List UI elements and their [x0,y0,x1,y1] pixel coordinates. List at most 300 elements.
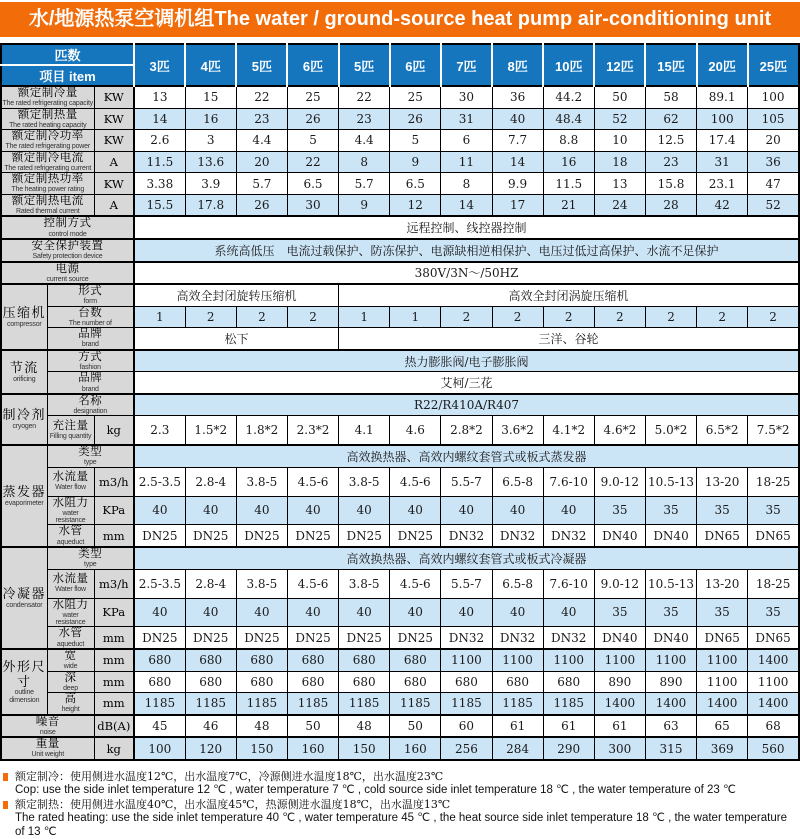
value-cell: 7.6-10 [543,467,594,496]
table-row [1,216,799,239]
value-cell: 18-25 [748,569,799,598]
value-cell: 680 [390,671,441,693]
value-cell: 3.8-5 [339,569,390,598]
row-label [47,649,94,671]
value-cell: 艾柯/三花 [134,372,799,394]
value-cell: 12.5 [645,130,696,152]
value-cell: 36 [748,151,799,173]
value-cell: 63 [645,715,696,738]
value-cell: 48 [236,715,287,738]
value-cell: 4.4 [236,130,287,152]
value-cell: DN65 [748,525,799,547]
row-label [47,394,134,416]
value-cell: 40 [339,496,390,525]
value-cell: 65 [697,715,748,738]
value-cell: 7.5*2 [748,416,799,445]
row-label [1,130,94,152]
row-label-en: fashion [79,363,101,371]
column-header: 6匹 [390,44,441,86]
value-cell: 15 [185,86,236,108]
value-cell: 40 [134,496,185,525]
value-cell: 45 [134,715,185,738]
row-label-en: The rated refrigerating current [4,164,92,172]
value-cell: 6 [441,130,492,152]
value-cell: 680 [236,671,287,693]
value-cell: 890 [645,671,696,693]
value-cell: DN25 [390,525,441,547]
table-row [1,715,799,738]
row-label-zh: 节流 [9,359,39,375]
value-cell: 52 [594,108,645,130]
row-label [47,445,134,467]
value-cell: 三洋、谷轮 [339,328,799,350]
value-cell: 5.0*2 [645,416,696,445]
spec-sheet [0,2,800,838]
value-cell: 1100 [543,649,594,671]
value-cell: 14 [492,151,543,173]
row-label [47,627,94,649]
value-cell: 23.1 [697,173,748,195]
value-cell: 3.38 [134,173,185,195]
value-cell: 23 [339,108,390,130]
column-header: 20匹 [697,44,748,86]
value-cell: 40 [185,598,236,627]
value-cell: 1185 [339,693,390,715]
table-row [1,372,799,394]
value-cell: 61 [543,715,594,738]
value-cell: 3.9 [185,173,236,195]
unit-cell: mm [94,627,134,649]
value-cell: 61 [492,715,543,738]
value-cell: 35 [645,496,696,525]
value-cell: 40 [339,598,390,627]
value-cell: 1185 [492,693,543,715]
row-label-zh: 电源 [55,262,80,275]
value-cell: 1100 [697,671,748,693]
row-label-en: Water flow [55,484,86,492]
value-cell: 40 [185,496,236,525]
value-cell: 13-20 [697,467,748,496]
column-header: 10匹 [543,44,594,86]
value-cell: 20 [748,130,799,152]
table-row [1,350,799,372]
column-header: 15匹 [645,44,696,86]
row-group-label [1,445,47,547]
value-cell: 40 [390,496,441,525]
row-label-zh: 额定制热功率 [11,173,84,186]
value-cell: 9.0-12 [594,569,645,598]
value-cell: 89.1 [697,86,748,108]
value-cell: 25 [287,86,338,108]
value-cell: 1100 [594,649,645,671]
note-line-heating-en: The rated heating: use the side inlet temperature 40 ℃ , water temperature 45 ℃ , the heat source side inlet temperature 18 ℃ , the water temperature of 13 ℃ [15,811,787,838]
value-cell: 150 [236,737,287,760]
row-label-en: water resistance [55,509,86,525]
value-cell: 26 [236,194,287,216]
table-row [1,306,799,328]
value-cell: 35 [697,598,748,627]
value-cell: 4.5-6 [390,467,441,496]
value-cell: 1.5*2 [185,416,236,445]
value-cell: 160 [287,737,338,760]
unit-cell: dB(A) [94,715,134,738]
value-cell: 11.5 [543,173,594,195]
row-label [1,86,94,108]
value-cell: 160 [390,737,441,760]
value-cell: 2 [287,306,338,328]
row-label [1,239,134,262]
value-cell: 1400 [697,693,748,715]
value-cell: 4.6*2 [594,416,645,445]
value-cell: 高效换热器、高效内螺纹套管式或板式蒸发器 [134,445,799,467]
note-line-cooling-zh [3,771,798,783]
value-cell: DN65 [697,525,748,547]
value-cell: 18 [594,151,645,173]
value-cell: 26 [390,108,441,130]
column-header: 5匹 [236,44,287,86]
row-label-en: cryogen [12,423,36,431]
row-label-en: Water flow [55,586,86,594]
value-cell: 50 [594,86,645,108]
unit-cell: KW [94,108,134,130]
row-label-zh: 深 [64,671,77,684]
item-label: 项目 item [1,65,134,86]
row-label-zh: 类型 [78,547,103,560]
value-cell: 2.5-3.5 [134,467,185,496]
value-cell: 5.7 [339,173,390,195]
row-label-zh: 控制方式 [43,217,92,230]
value-cell: 5.5-7 [441,569,492,598]
value-cell: 15.8 [645,173,696,195]
unit-cell: mm [94,671,134,693]
value-cell: 68 [748,715,799,738]
note-line-cooling-en: Cop: use the side inlet temperature 12 ℃ , water temperature 7 ℃ , cold source side inlet temperature 18 ℃ , the water temperature of 23 ℃ [15,783,736,796]
row-label-zh: 制冷剂 [2,407,46,423]
row-label-en: brand [81,385,99,393]
value-cell: 52 [748,194,799,216]
value-cell: 150 [339,737,390,760]
value-cell: 40 [134,598,185,627]
row-label-en: condensator [6,601,43,609]
value-cell: 30 [287,194,338,216]
value-cell: 48.4 [543,108,594,130]
table-row [1,649,799,671]
value-cell: 40 [236,598,287,627]
unit-cell: mm [94,693,134,715]
value-cell: 680 [339,671,390,693]
value-cell: 4.6 [390,416,441,445]
value-cell: 40 [287,598,338,627]
value-cell: 11.5 [134,151,185,173]
table-row [1,108,799,130]
value-cell: 9 [339,194,390,216]
value-cell: 1400 [748,693,799,715]
value-cell: 40 [543,598,594,627]
row-label-zh: 额定制热电流 [11,194,84,207]
value-cell: 13 [594,173,645,195]
table-row [1,547,799,569]
spec-table-body [1,44,799,760]
value-cell: 1185 [134,693,185,715]
header-row-1 [1,44,799,65]
row-label-zh: 额定制热量 [17,108,78,121]
value-cell: 120 [185,737,236,760]
value-cell: 680 [185,671,236,693]
unit-cell: m3/h [94,467,134,496]
table-row [1,130,799,152]
value-cell: 40 [236,496,287,525]
column-header: 3匹 [134,44,185,86]
value-cell: 3.6*2 [492,416,543,445]
value-cell: DN40 [594,627,645,649]
value-cell: 680 [390,649,441,671]
value-cell: 15.5 [134,194,185,216]
value-cell: 40 [441,598,492,627]
value-cell: 60 [441,715,492,738]
value-cell: 22 [339,86,390,108]
row-label-zh: 重量 [35,738,60,751]
value-cell: 17.8 [185,194,236,216]
value-cell: 42 [697,194,748,216]
value-cell: DN25 [287,627,338,649]
value-cell: 680 [441,671,492,693]
value-cell: DN40 [594,525,645,547]
value-cell: 16 [543,151,594,173]
value-cell: 680 [134,671,185,693]
value-cell: 40 [492,108,543,130]
row-label [47,350,134,372]
row-label-zh: 品牌 [78,372,103,385]
value-cell: 1185 [236,693,287,715]
row-label-zh: 台数 [78,306,103,319]
row-label-en: height [61,706,80,714]
row-label-en: designation [73,408,108,416]
row-label [1,108,94,130]
row-label [47,569,94,598]
row-label-zh: 水流量 [52,471,89,484]
row-label [1,262,134,285]
value-cell: 13.6 [185,151,236,173]
value-cell: 35 [697,496,748,525]
value-cell: DN25 [134,525,185,547]
value-cell: 9.9 [492,173,543,195]
value-cell: 1185 [441,693,492,715]
value-cell: DN25 [339,627,390,649]
value-cell: 890 [594,671,645,693]
row-label [47,416,94,445]
value-cell: 4.4 [339,130,390,152]
value-cell: 25 [390,86,441,108]
value-cell: 4.5-6 [390,569,441,598]
note-line-heating-zh [3,799,798,811]
value-cell: 14 [441,194,492,216]
row-label [47,547,134,569]
table-row [1,496,799,525]
value-cell: 2.3 [134,416,185,445]
column-header: 6匹 [287,44,338,86]
value-cell: 18-25 [748,467,799,496]
value-cell: 系统高低压 电流过载保护、防冻保护、电源缺相逆相保护、电压过低过高保护、水流不足保护 [134,239,799,262]
row-label-zh: 类型 [78,445,103,458]
value-cell: 1100 [441,649,492,671]
row-label-zh: 额定制冷功率 [11,130,84,143]
value-cell: DN25 [287,525,338,547]
value-cell: 680 [287,671,338,693]
value-cell: 680 [339,649,390,671]
row-label-en: Rated thermal current [16,208,80,216]
value-cell: 100 [134,737,185,760]
value-cell: 2.5-3.5 [134,569,185,598]
value-cell: R22/R410A/R407 [134,394,799,416]
note-text: 额定制热：使用侧进水温度40℃，出水温度45℃，热源侧进水温度18℃，出水温度13℃ [15,797,451,811]
column-header: 7匹 [441,44,492,86]
value-cell: 3.8-5 [236,467,287,496]
note-text: 额定制冷：使用侧进水温度12℃，出水温度7℃，冷源侧进水温度18℃，出水温度23℃ [15,769,444,783]
value-cell: DN40 [645,627,696,649]
value-cell: 1185 [185,693,236,715]
row-label-en: Safety protection device [32,253,103,261]
row-label [47,328,134,350]
value-cell: 315 [645,737,696,760]
value-cell: 6.5 [390,173,441,195]
value-cell: 5.7 [236,173,287,195]
table-row [1,86,799,108]
value-cell: 高效全封闭涡旋压缩机 [339,284,799,306]
table-row [1,239,799,262]
value-cell: 5 [287,130,338,152]
value-cell: DN25 [236,627,287,649]
hp-count-label: 匹数 [1,44,134,65]
value-cell: 16 [185,108,236,130]
value-cell: 4.1 [339,416,390,445]
row-label [47,467,94,496]
value-cell: 369 [697,737,748,760]
value-cell: 28 [645,194,696,216]
row-group-label [1,394,47,445]
value-cell: 40 [287,496,338,525]
unit-cell: KW [94,86,134,108]
row-label-en: Unit weight [31,751,64,759]
page-title: 水/地源热泵空调机组The water / ground-source heat pump air-conditioning unit [0,2,800,37]
value-cell: 2 [185,306,236,328]
value-cell: 40 [492,496,543,525]
value-cell: 10.5-13 [645,569,696,598]
value-cell: 680 [543,671,594,693]
value-cell: DN32 [441,627,492,649]
row-label-zh: 水流量 [52,573,89,586]
value-cell: 7.7 [492,130,543,152]
row-label [1,216,134,239]
bullet-square-icon [3,801,8,809]
row-label-en: outline dimension [9,689,40,704]
row-label [47,306,134,328]
value-cell: 5.5-7 [441,467,492,496]
value-cell: 2 [492,306,543,328]
row-label-en: The rated heating capacity [9,121,87,129]
row-label-zh: 形式 [78,285,103,298]
unit-cell: mm [94,649,134,671]
value-cell: DN32 [441,525,492,547]
row-label-zh: 外形尺寸 [2,658,46,689]
value-cell: 58 [645,86,696,108]
row-label-zh: 宽 [64,650,77,662]
value-cell: 10 [594,130,645,152]
row-label-zh: 噪音 [35,715,60,728]
row-label [47,525,94,547]
table-row [1,262,799,285]
value-cell: 100 [748,86,799,108]
row-label-en: The heating power rating [11,186,85,194]
value-cell: 4.5-6 [287,467,338,496]
row-label [1,194,94,216]
value-cell: 1100 [492,649,543,671]
row-label-zh: 水阻力 [52,496,89,509]
row-label [47,284,134,306]
value-cell: 31 [441,108,492,130]
value-cell: 2 [697,306,748,328]
footnotes [3,771,798,839]
unit-cell: mm [94,525,134,547]
value-cell: 40 [390,598,441,627]
value-cell: 5 [390,130,441,152]
value-cell: 松下 [134,328,339,350]
table-row [1,194,799,216]
table-row [1,445,799,467]
row-label-zh: 蒸发器 [2,483,46,499]
value-cell: 300 [594,737,645,760]
value-cell: 680 [287,649,338,671]
value-cell: 284 [492,737,543,760]
row-label-en: The rated refrigerating power [5,143,90,151]
row-label [1,715,94,738]
row-label-zh: 水阻力 [52,598,89,611]
value-cell: 2 [543,306,594,328]
value-cell: 2 [594,306,645,328]
value-cell: 10.5-13 [645,467,696,496]
value-cell: DN25 [134,627,185,649]
row-group-label [1,284,47,350]
value-cell: 热力膨胀阀/电子膨胀阀 [134,350,799,372]
value-cell: 14 [134,108,185,130]
row-group-label [1,350,47,394]
row-label-zh: 名称 [78,394,103,407]
spec-table [0,43,800,761]
row-label-en: noise [39,728,56,736]
row-label-en: wide [63,663,78,671]
value-cell: 6.5 [287,173,338,195]
value-cell: 35 [645,598,696,627]
row-label-en: water resistance [55,611,86,627]
value-cell: 380V/3N～/50HZ [134,262,799,285]
value-cell: 17 [492,194,543,216]
value-cell: 17.4 [697,130,748,152]
value-cell: 1 [339,306,390,328]
unit-cell: KPa [94,496,134,525]
table-row [1,284,799,306]
table-row [1,416,799,445]
value-cell: 2 [236,306,287,328]
value-cell: 35 [748,598,799,627]
row-label-en: orificing [13,375,36,383]
row-label-en: current source [46,275,89,283]
row-label [1,173,94,195]
value-cell: 1100 [697,649,748,671]
value-cell: DN25 [339,525,390,547]
value-cell: 100 [697,108,748,130]
row-label-en: type [84,561,97,569]
row-label-en: evaporimeter [5,499,44,507]
value-cell: 22 [236,86,287,108]
